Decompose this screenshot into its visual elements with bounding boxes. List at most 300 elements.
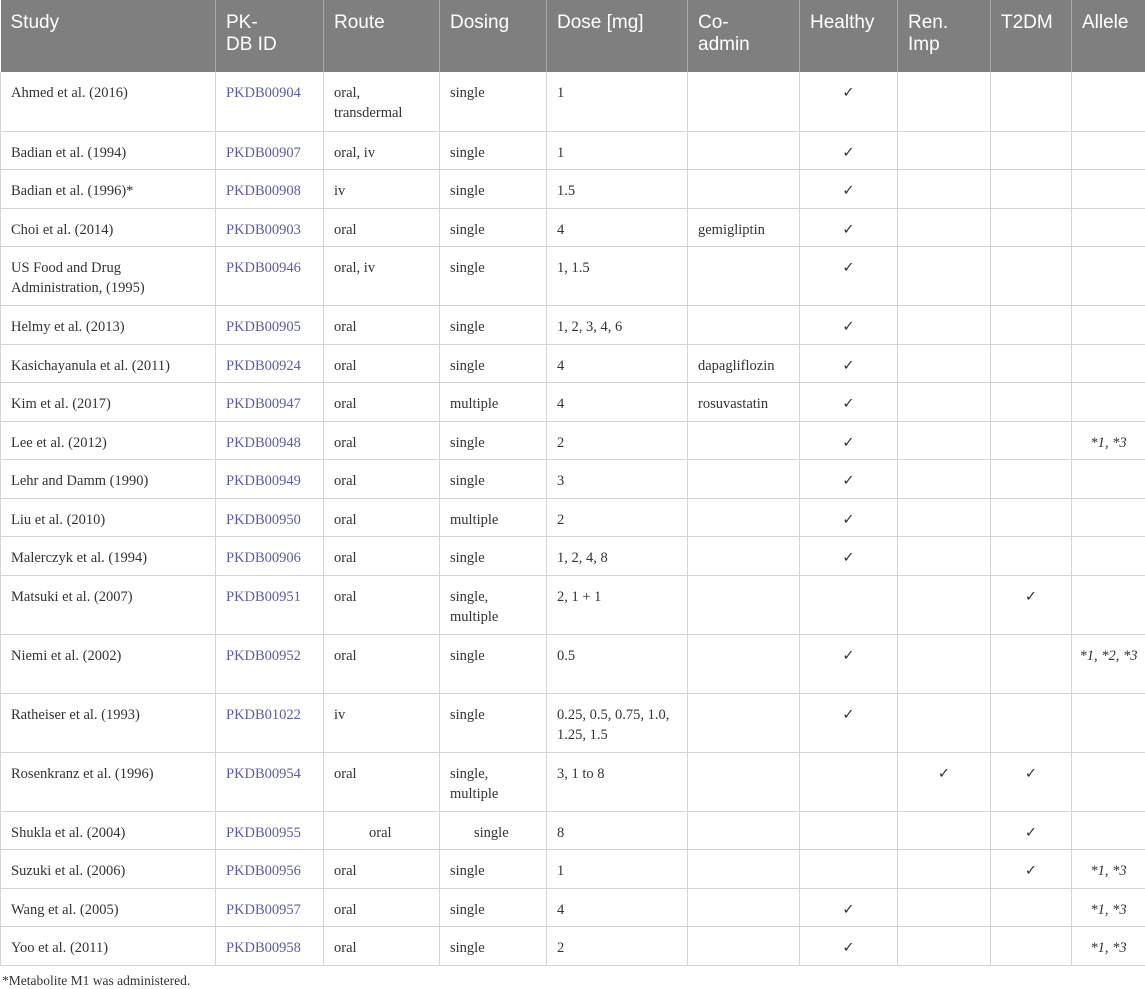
pkdb-id-link-cell bbox=[216, 752, 324, 811]
study-cell: Matsuki et al. (2007) bbox=[11, 589, 133, 605]
coadmin-cell: dapagliflozin bbox=[698, 358, 775, 374]
route-cell-cell bbox=[324, 537, 440, 576]
route-cell: oral, iv bbox=[334, 260, 375, 276]
dose-cell: 2 bbox=[557, 940, 564, 956]
healthy-check-cell bbox=[800, 170, 898, 209]
renimp-check-cell bbox=[898, 693, 991, 752]
table-row bbox=[1, 575, 1145, 634]
check-mark-icon: ✓ bbox=[1025, 863, 1037, 879]
study-cell-cell bbox=[1, 460, 216, 499]
healthy-check-cell bbox=[800, 131, 898, 170]
route-cell-cell bbox=[324, 208, 440, 247]
t2dm-check-cell bbox=[991, 306, 1072, 345]
allele-cell: *1, *2, *3 bbox=[1080, 648, 1138, 664]
pkdb-id-link[interactable]: PKDB00907 bbox=[226, 145, 301, 161]
allele-cell-cell bbox=[1072, 208, 1145, 247]
pkdb-id-link-cell bbox=[216, 888, 324, 927]
t2dm-check-cell bbox=[991, 344, 1072, 383]
study-cell: Suzuki et al. (2006) bbox=[11, 863, 125, 879]
pkdb-id-link-cell bbox=[216, 460, 324, 499]
table-row bbox=[1, 208, 1145, 247]
route-cell-cell bbox=[324, 344, 440, 383]
allele-cell-cell bbox=[1072, 421, 1145, 460]
dose-cell: 0.25, 0.5, 0.75, 1.0, 1.25, 1.5 bbox=[557, 707, 669, 743]
check-mark-icon: ✓ bbox=[1025, 825, 1037, 841]
healthy-check-cell bbox=[800, 811, 898, 850]
study-cell: Liu et al. (2010) bbox=[11, 512, 105, 528]
table-row bbox=[1, 693, 1145, 752]
allele-cell-cell bbox=[1072, 575, 1145, 634]
pkdb-id-link-cell bbox=[216, 170, 324, 209]
dosing-cell: single bbox=[450, 648, 485, 664]
healthy-check-cell bbox=[800, 498, 898, 537]
route-cell-cell bbox=[324, 306, 440, 345]
route-cell: oral bbox=[334, 863, 357, 879]
table-row bbox=[1, 888, 1145, 927]
route-cell-cell bbox=[324, 498, 440, 537]
route-cell: oral bbox=[334, 358, 357, 374]
check-mark-icon: ✓ bbox=[842, 183, 854, 199]
dose-cell-cell bbox=[547, 208, 688, 247]
check-mark-icon: ✓ bbox=[842, 648, 854, 664]
pkdb-id-link-cell bbox=[216, 811, 324, 850]
dose-cell-cell bbox=[547, 811, 688, 850]
dosing-cell: single bbox=[450, 473, 485, 489]
renimp-check-cell bbox=[898, 927, 991, 966]
t2dm-check-cell bbox=[991, 383, 1072, 422]
pkdb-id-link-cell bbox=[216, 247, 324, 306]
allele-cell-cell bbox=[1072, 344, 1145, 383]
dose-cell: 2 bbox=[557, 512, 564, 528]
coadmin-cell-cell bbox=[688, 537, 800, 576]
table-row bbox=[1, 131, 1145, 170]
coadmin-cell-cell bbox=[688, 752, 800, 811]
dosing-cell: single bbox=[450, 319, 485, 335]
coadmin-cell-cell bbox=[688, 306, 800, 345]
dose-cell-cell bbox=[547, 537, 688, 576]
pkdb-id-link-cell bbox=[216, 537, 324, 576]
coadmin-cell-cell bbox=[688, 811, 800, 850]
coadmin-cell-cell bbox=[688, 170, 800, 209]
renimp-check-cell bbox=[898, 170, 991, 209]
route-cell: oral bbox=[334, 648, 357, 664]
coadmin-cell-cell bbox=[688, 634, 800, 693]
table-row bbox=[1, 634, 1145, 693]
study-cell-cell bbox=[1, 927, 216, 966]
pkdb-id-link[interactable]: PKDB00957 bbox=[226, 902, 301, 918]
coadmin-cell-cell bbox=[688, 850, 800, 889]
check-mark-icon: ✓ bbox=[842, 707, 854, 723]
allele-cell-cell bbox=[1072, 693, 1145, 752]
pkdb-id-link-cell bbox=[216, 850, 324, 889]
dose-cell: 1, 1.5 bbox=[557, 260, 590, 276]
route-cell-cell bbox=[324, 460, 440, 499]
header-dose: Dose [mg] bbox=[547, 0, 688, 72]
renimp-check-cell bbox=[898, 575, 991, 634]
study-cell-cell bbox=[1, 306, 216, 345]
coadmin-cell-cell bbox=[688, 575, 800, 634]
route-cell: oral bbox=[334, 550, 357, 566]
study-cell: Ahmed et al. (2016) bbox=[11, 85, 128, 101]
renimp-check-cell bbox=[898, 208, 991, 247]
pkdb-id-link[interactable]: PKDB00952 bbox=[226, 648, 301, 664]
coadmin-cell-cell bbox=[688, 460, 800, 499]
pkdb-id-link[interactable]: PKDB00903 bbox=[226, 222, 301, 238]
dose-cell-cell bbox=[547, 247, 688, 306]
dosing-cell-cell bbox=[440, 421, 547, 460]
coadmin-cell-cell bbox=[688, 344, 800, 383]
check-mark-icon: ✓ bbox=[1025, 766, 1037, 782]
study-cell: Niemi et al. (2002) bbox=[11, 648, 121, 664]
renimp-check-cell bbox=[898, 306, 991, 345]
header-route: Route bbox=[324, 0, 440, 72]
table-row bbox=[1, 170, 1145, 209]
renimp-check-cell bbox=[898, 72, 991, 131]
dose-cell-cell bbox=[547, 927, 688, 966]
healthy-check-cell bbox=[800, 537, 898, 576]
coadmin-cell-cell bbox=[688, 383, 800, 422]
t2dm-check-cell bbox=[991, 850, 1072, 889]
renimp-check-cell bbox=[898, 383, 991, 422]
table-row bbox=[1, 927, 1145, 966]
allele-cell-cell bbox=[1072, 460, 1145, 499]
pkdb-id-link[interactable]: PKDB00955 bbox=[226, 825, 301, 841]
route-cell-cell bbox=[324, 811, 440, 850]
dose-cell: 2, 1 + 1 bbox=[557, 589, 601, 605]
dosing-cell: single bbox=[450, 145, 485, 161]
renimp-check-cell bbox=[898, 131, 991, 170]
pkdb-id-link[interactable]: PKDB00950 bbox=[226, 512, 301, 528]
healthy-check-cell bbox=[800, 306, 898, 345]
dose-cell: 4 bbox=[557, 396, 564, 412]
t2dm-check-cell bbox=[991, 537, 1072, 576]
coadmin-cell-cell bbox=[688, 247, 800, 306]
table-row bbox=[1, 344, 1145, 383]
header-pkdb-id: PK- DB ID bbox=[216, 0, 324, 72]
study-cell: Kasichayanula et al. (2011) bbox=[11, 358, 170, 374]
route-cell: oral, iv bbox=[334, 145, 375, 161]
route-cell-cell bbox=[324, 421, 440, 460]
dosing-cell: single bbox=[450, 183, 485, 199]
healthy-check-cell bbox=[800, 693, 898, 752]
dosing-cell: single, multiple bbox=[450, 766, 498, 802]
t2dm-check-cell bbox=[991, 421, 1072, 460]
renimp-check-cell bbox=[898, 811, 991, 850]
dosing-cell-cell bbox=[440, 888, 547, 927]
route-cell: oral bbox=[334, 222, 357, 238]
dosing-cell: single bbox=[450, 260, 485, 276]
dosing-cell-cell bbox=[440, 247, 547, 306]
header-study: Study bbox=[1, 0, 216, 72]
pkdb-id-link[interactable]: PKDB00904 bbox=[226, 85, 301, 101]
pkdb-id-link[interactable]: PKDB00947 bbox=[226, 396, 301, 412]
pkdb-id-link[interactable]: PKDB00954 bbox=[226, 766, 301, 782]
route-cell: iv bbox=[334, 183, 345, 199]
allele-cell-cell bbox=[1072, 170, 1145, 209]
study-cell-cell bbox=[1, 247, 216, 306]
study-cell-cell bbox=[1, 421, 216, 460]
pkdb-id-link-cell bbox=[216, 421, 324, 460]
allele-cell: *1, *3 bbox=[1090, 435, 1126, 451]
dose-cell-cell bbox=[547, 752, 688, 811]
study-cell: Yoo et al. (2011) bbox=[11, 940, 108, 956]
dose-cell-cell bbox=[547, 72, 688, 131]
pkdb-id-link-cell bbox=[216, 344, 324, 383]
header-allele: Allele bbox=[1072, 0, 1145, 72]
allele-cell-cell bbox=[1072, 850, 1145, 889]
check-mark-icon: ✓ bbox=[842, 260, 854, 276]
coadmin-cell-cell bbox=[688, 421, 800, 460]
pkdb-id-link-cell bbox=[216, 208, 324, 247]
healthy-check-cell bbox=[800, 634, 898, 693]
dose-cell: 1 bbox=[557, 145, 564, 161]
route-cell-cell bbox=[324, 927, 440, 966]
allele-cell: *1, *3 bbox=[1090, 902, 1126, 918]
study-cell-cell bbox=[1, 752, 216, 811]
route-cell-cell bbox=[324, 693, 440, 752]
check-mark-icon: ✓ bbox=[842, 145, 854, 161]
study-cell-cell bbox=[1, 634, 216, 693]
study-cell-cell bbox=[1, 575, 216, 634]
healthy-check-cell bbox=[800, 752, 898, 811]
t2dm-check-cell bbox=[991, 460, 1072, 499]
table-row bbox=[1, 498, 1145, 537]
check-mark-icon: ✓ bbox=[842, 435, 854, 451]
dose-cell-cell bbox=[547, 383, 688, 422]
study-cell-cell bbox=[1, 170, 216, 209]
dosing-cell-cell bbox=[440, 927, 547, 966]
dosing-cell: multiple bbox=[450, 512, 498, 528]
allele-cell-cell bbox=[1072, 537, 1145, 576]
dose-cell-cell bbox=[547, 498, 688, 537]
dose-cell: 4 bbox=[557, 358, 564, 374]
dosing-cell-cell bbox=[440, 850, 547, 889]
route-cell: oral bbox=[369, 825, 392, 841]
table-row bbox=[1, 247, 1145, 306]
pkdb-id-link[interactable]: PKDB00956 bbox=[226, 863, 301, 879]
coadmin-cell-cell bbox=[688, 208, 800, 247]
study-cell: US Food and Drug Administration, (1995) bbox=[11, 260, 145, 296]
dosing-cell: single bbox=[450, 940, 485, 956]
route-cell-cell bbox=[324, 247, 440, 306]
route-cell-cell bbox=[324, 131, 440, 170]
study-cell: Lehr and Damm (1990) bbox=[11, 473, 148, 489]
pkdb-id-link-cell bbox=[216, 634, 324, 693]
dosing-cell: multiple bbox=[450, 396, 498, 412]
study-cell: Kim et al. (2017) bbox=[11, 396, 111, 412]
t2dm-check-cell bbox=[991, 927, 1072, 966]
t2dm-check-cell bbox=[991, 575, 1072, 634]
check-mark-icon: ✓ bbox=[842, 512, 854, 528]
route-cell: oral bbox=[334, 940, 357, 956]
healthy-check-cell bbox=[800, 383, 898, 422]
allele-cell-cell bbox=[1072, 888, 1145, 927]
dose-cell: 3 bbox=[557, 473, 564, 489]
pkdb-id-link[interactable]: PKDB00905 bbox=[226, 319, 301, 335]
route-cell: iv bbox=[334, 707, 345, 723]
renimp-check-cell bbox=[898, 421, 991, 460]
t2dm-check-cell bbox=[991, 498, 1072, 537]
table-row bbox=[1, 752, 1145, 811]
renimp-check-cell bbox=[898, 498, 991, 537]
renimp-check-cell bbox=[898, 247, 991, 306]
pkdb-id-link-cell bbox=[216, 498, 324, 537]
study-cell-cell bbox=[1, 344, 216, 383]
allele-cell-cell bbox=[1072, 131, 1145, 170]
route-cell: oral bbox=[334, 512, 357, 528]
pkdb-id-link-cell bbox=[216, 383, 324, 422]
study-cell-cell bbox=[1, 72, 216, 131]
study-cell: Wang et al. (2005) bbox=[11, 902, 119, 918]
dosing-cell-cell bbox=[440, 344, 547, 383]
route-cell-cell bbox=[324, 170, 440, 209]
study-cell: Choi et al. (2014) bbox=[11, 222, 113, 238]
study-cell: Malerczyk et al. (1994) bbox=[11, 550, 147, 566]
allele-cell-cell bbox=[1072, 752, 1145, 811]
dosing-cell: single bbox=[450, 358, 485, 374]
check-mark-icon: ✓ bbox=[842, 319, 854, 335]
dose-cell-cell bbox=[547, 634, 688, 693]
header-healthy: Healthy bbox=[800, 0, 898, 72]
dosing-cell-cell bbox=[440, 752, 547, 811]
allele-cell-cell bbox=[1072, 811, 1145, 850]
dosing-cell: single bbox=[450, 902, 485, 918]
allele-cell: *1, *3 bbox=[1090, 940, 1126, 956]
dosing-cell-cell bbox=[440, 131, 547, 170]
route-cell: oral bbox=[334, 902, 357, 918]
study-cell-cell bbox=[1, 131, 216, 170]
table-footnote: *Metabolite M1 was administered. bbox=[2, 973, 190, 989]
pkdb-id-link[interactable]: PKDB00908 bbox=[226, 183, 301, 199]
route-cell-cell bbox=[324, 383, 440, 422]
table-row bbox=[1, 421, 1145, 460]
dose-cell-cell bbox=[547, 850, 688, 889]
dose-cell-cell bbox=[547, 170, 688, 209]
allele-cell-cell bbox=[1072, 927, 1145, 966]
study-cell: Badian et al. (1996)* bbox=[11, 183, 133, 199]
t2dm-check-cell bbox=[991, 693, 1072, 752]
coadmin-cell-cell bbox=[688, 131, 800, 170]
dose-cell: 1, 2, 4, 8 bbox=[557, 550, 608, 566]
dose-cell: 3, 1 to 8 bbox=[557, 766, 605, 782]
study-cell: Lee et al. (2012) bbox=[11, 435, 107, 451]
pkdb-id-link[interactable]: PKDB00906 bbox=[226, 550, 301, 566]
t2dm-check-cell bbox=[991, 247, 1072, 306]
healthy-check-cell bbox=[800, 888, 898, 927]
dose-cell: 1 bbox=[557, 863, 564, 879]
pkdb-id-link-cell bbox=[216, 927, 324, 966]
header-row bbox=[1, 0, 1145, 72]
renimp-check-cell bbox=[898, 752, 991, 811]
route-cell-cell bbox=[324, 752, 440, 811]
pkdb-id-link[interactable]: PKDB00949 bbox=[226, 473, 301, 489]
coadmin-cell-cell bbox=[688, 927, 800, 966]
coadmin-cell-cell bbox=[688, 498, 800, 537]
study-cell-cell bbox=[1, 208, 216, 247]
t2dm-check-cell bbox=[991, 170, 1072, 209]
dose-cell: 1 bbox=[557, 85, 564, 101]
allele-cell-cell bbox=[1072, 306, 1145, 345]
coadmin-cell: rosuvastatin bbox=[698, 396, 768, 412]
header-coadmin: Co- admin bbox=[688, 0, 800, 72]
pkdb-id-link[interactable]: PKDB00948 bbox=[226, 435, 301, 451]
table-row bbox=[1, 306, 1145, 345]
dosing-cell-cell bbox=[440, 208, 547, 247]
route-cell-cell bbox=[324, 72, 440, 131]
table-row bbox=[1, 537, 1145, 576]
check-mark-icon: ✓ bbox=[842, 396, 854, 412]
t2dm-check-cell bbox=[991, 72, 1072, 131]
table-row bbox=[1, 850, 1145, 889]
dose-cell-cell bbox=[547, 460, 688, 499]
dose-cell: 0.5 bbox=[557, 648, 575, 664]
t2dm-check-cell bbox=[991, 634, 1072, 693]
route-cell: oral bbox=[334, 435, 357, 451]
dose-cell: 1.5 bbox=[557, 183, 575, 199]
pkdb-id-link[interactable]: PKDB00924 bbox=[226, 358, 301, 374]
renimp-check-cell bbox=[898, 537, 991, 576]
dose-cell-cell bbox=[547, 575, 688, 634]
pkdb-id-link[interactable]: PKDB00958 bbox=[226, 940, 301, 956]
healthy-check-cell bbox=[800, 575, 898, 634]
allele-cell-cell bbox=[1072, 247, 1145, 306]
dosing-cell: single bbox=[450, 222, 485, 238]
renimp-check-cell bbox=[898, 460, 991, 499]
dosing-cell: single bbox=[450, 85, 485, 101]
dosing-cell: single bbox=[450, 707, 485, 723]
dose-cell: 1, 2, 3, 4, 6 bbox=[557, 319, 622, 335]
check-mark-icon: ✓ bbox=[842, 902, 854, 918]
healthy-check-cell bbox=[800, 344, 898, 383]
dose-cell-cell bbox=[547, 306, 688, 345]
healthy-check-cell bbox=[800, 927, 898, 966]
coadmin-cell: gemigliptin bbox=[698, 222, 765, 238]
dosing-cell-cell bbox=[440, 537, 547, 576]
healthy-check-cell bbox=[800, 208, 898, 247]
dose-cell: 8 bbox=[557, 825, 564, 841]
pkdb-id-link[interactable]: PKDB00951 bbox=[226, 589, 301, 605]
table-row bbox=[1, 811, 1145, 850]
check-mark-icon: ✓ bbox=[842, 473, 854, 489]
header-dosing: Dosing bbox=[440, 0, 547, 72]
pkdb-id-link[interactable]: PKDB01022 bbox=[226, 707, 301, 723]
t2dm-check-cell bbox=[991, 811, 1072, 850]
check-mark-icon: ✓ bbox=[1025, 589, 1037, 605]
coadmin-cell-cell bbox=[688, 693, 800, 752]
dose-cell-cell bbox=[547, 131, 688, 170]
header-t2dm: T2DM bbox=[991, 0, 1072, 72]
dosing-cell-cell bbox=[440, 634, 547, 693]
study-cell-cell bbox=[1, 498, 216, 537]
route-cell-cell bbox=[324, 575, 440, 634]
dosing-cell-cell bbox=[440, 693, 547, 752]
dose-cell: 2 bbox=[557, 435, 564, 451]
pkdb-id-link-cell bbox=[216, 72, 324, 131]
dosing-cell: single bbox=[474, 825, 509, 841]
route-cell: oral, transdermal bbox=[334, 85, 402, 121]
healthy-check-cell bbox=[800, 72, 898, 131]
dose-cell-cell bbox=[547, 693, 688, 752]
dosing-cell-cell bbox=[440, 460, 547, 499]
study-cell: Shukla et al. (2004) bbox=[11, 825, 125, 841]
check-mark-icon: ✓ bbox=[842, 85, 854, 101]
study-cell-cell bbox=[1, 850, 216, 889]
study-cell-cell bbox=[1, 811, 216, 850]
pkdb-id-link[interactable]: PKDB00946 bbox=[226, 260, 301, 276]
dosing-cell-cell bbox=[440, 498, 547, 537]
renimp-check-cell bbox=[898, 344, 991, 383]
dosing-cell-cell bbox=[440, 170, 547, 209]
